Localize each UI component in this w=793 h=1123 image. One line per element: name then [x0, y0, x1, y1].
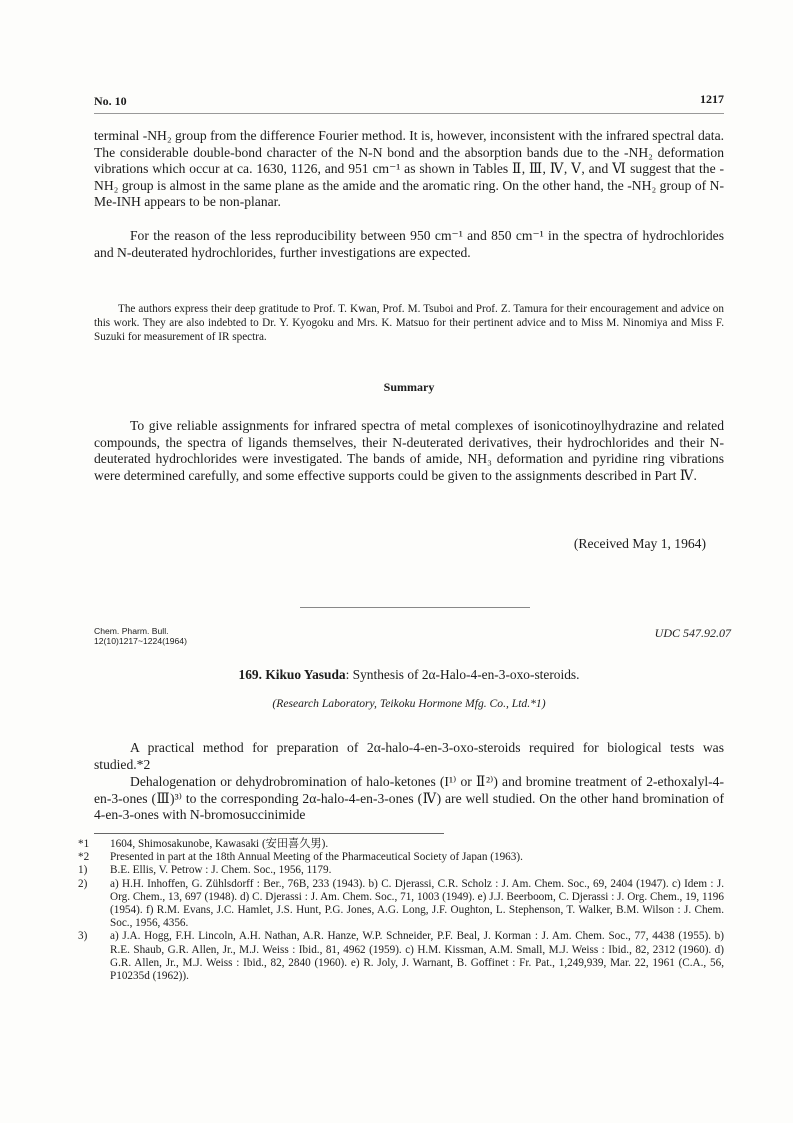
header-rule: [94, 113, 724, 114]
article-title: [94, 667, 724, 683]
article-number: 169.: [238, 667, 262, 682]
citation-journal: Chem. Pharm. Bull.: [94, 626, 169, 636]
reference: 1) B.E. Ellis, V. Petrow : J. Chem. Soc., 1956, 1179.: [78, 864, 332, 877]
reference: 3) a) J.A. Hogg, F.H. Lincoln, A.H. Nathan, A.R. Hanze, W.P. Schneider, P.F. Beal, J. Korman : J. Am. Chem. Soc., 77, 4438 (1955). b) R.E. Shaub, G.R. Allen, Jr., M.J. Weiss : Ibid., 81, 4962 (1959). c) H.M. Kissman, A.M. Small, M.J. Weiss : Ibid., 82, 2312 (1960). d) G.R. Allen, Jr., M.J. Weiss : Ibid., 82, 2840 (1960). e) R. Joly, J. Warnant, B. Goffinet : Fr. Pat., 1,249,939, Mar. 22, 1961 (C.A., 56, P10235d (1962)).: [78, 930, 724, 983]
footnote-rule: [94, 833, 444, 834]
body-paragraph-1: terminal -NH₂ group from the difference Fourier method. It is, however, inconsistent with the infrared spectral data. The considerable double-bond character of the N-N bond and the absorption bands due to the -NH₂ deformation vibrations which occur at ca. 1630, 1126, and 951 cm⁻¹ as shown in Tables Ⅱ, Ⅲ, Ⅳ, Ⅴ, and Ⅵ suggest that the -NH₂ group is almost in the same plane as the amide and the aromatic ring. On the other hand, the -NH₂ group of N-Me-INH appears to be non-planar.: [94, 128, 724, 210]
udc-code: UDC 547.92.07: [654, 626, 731, 640]
article-affiliation: (Research Laboratory, Teikoku Hormone Mfg. Co., Ltd.*1): [272, 697, 546, 710]
article-title-text: : Synthesis of 2α-Halo-4-en-3-oxo-steroids.: [345, 667, 580, 682]
section-divider: [300, 607, 530, 608]
article-paragraph-2: Dehalogenation or dehydrobromination of halo-ketones (I¹⁾ or Ⅱ²⁾) and bromine treatment of 2-ethoxalyl-4-en-3-ones (Ⅲ)³⁾ to the corresponding 2α-halo-4-en-3-ones (Ⅳ) are well studied. On the other hand bromination of 4-en-3-ones with N-bromosuccinimide: [94, 774, 724, 823]
summary-heading: Summary: [383, 380, 435, 394]
body-paragraph-2: For the reason of the less reproducibility between 950 cm⁻¹ and 850 cm⁻¹ in the spectra of hydrochlorides and N-deuterated hydrochlorides, further investigations are expected.: [94, 228, 724, 260]
journal-citation: [94, 626, 187, 646]
footnote: *2 Presented in part at the 18th Annual Meeting of the Pharmaceutical Society of Japan (1963).: [78, 851, 523, 864]
citation-volume: 12(10)1217~1224(1964): [94, 636, 187, 646]
footnotes: [78, 838, 724, 983]
summary-text: To give reliable assignments for infrared spectra of metal complexes of isonicotinoylhydrazine and related compounds, the spectra of ligands themselves, their N-deuterated derivatives, their hydrochlorides and their N-deuterated hydrochlorides were investigated. The bands of amide, NH₃ deformation and pyridine ring vibrations were determined carefully, and some effective supports could be given to the assignments described in Part Ⅳ.: [94, 418, 724, 483]
reference: 2) a) H.H. Inhoffen, G. Zühlsdorff : Ber., 76B, 233 (1943). b) C. Djerassi, C.R. Scholz : J. Am. Chem. Soc., 69, 2404 (1947). c) Idem : J. Org. Chem., 13, 697 (1948). d) C. Djerassi : J. Am. Chem. Soc., 71, 1003 (1949). e) J.J. Beerboom, C. Djerassi : J. Org. Chem., 19, 1196 (1954). f) R.M. Evans, J.C. Hamlet, J.S. Hunt, P.G. Jones, A.G. Long, J.F. Oughton, L. Stephenson, T. Walker, B.M. Wilson : J. Chem. Soc., 1956, 4356.: [78, 877, 724, 930]
journal-number: No. 10: [94, 94, 127, 108]
running-header: [94, 92, 724, 106]
page-number: 1217: [700, 92, 724, 106]
received-date: (Received May 1, 1964): [573, 536, 706, 551]
article-paragraph-1: A practical method for preparation of 2α-halo-4-en-3-oxo-steroids required for biological tests was studied.*2: [94, 740, 724, 772]
footnote: *1 1604, Shimosakunobe, Kawasaki (安田喜久男).: [78, 838, 329, 850]
article-author: Kikuo Yasuda: [265, 667, 346, 682]
acknowledgement: The authors express their deep gratitude to Prof. T. Kwan, Prof. M. Tsuboi and Prof. Z. Tamura for their encouragement and advice on this work. They are also indebted to Dr. Y. Kyogoku and Mrs. K. Matsuo for their pertinent advice and to Miss M. Ninomiya and Miss F. Suzuki for measurement of IR spectra.: [94, 303, 724, 343]
